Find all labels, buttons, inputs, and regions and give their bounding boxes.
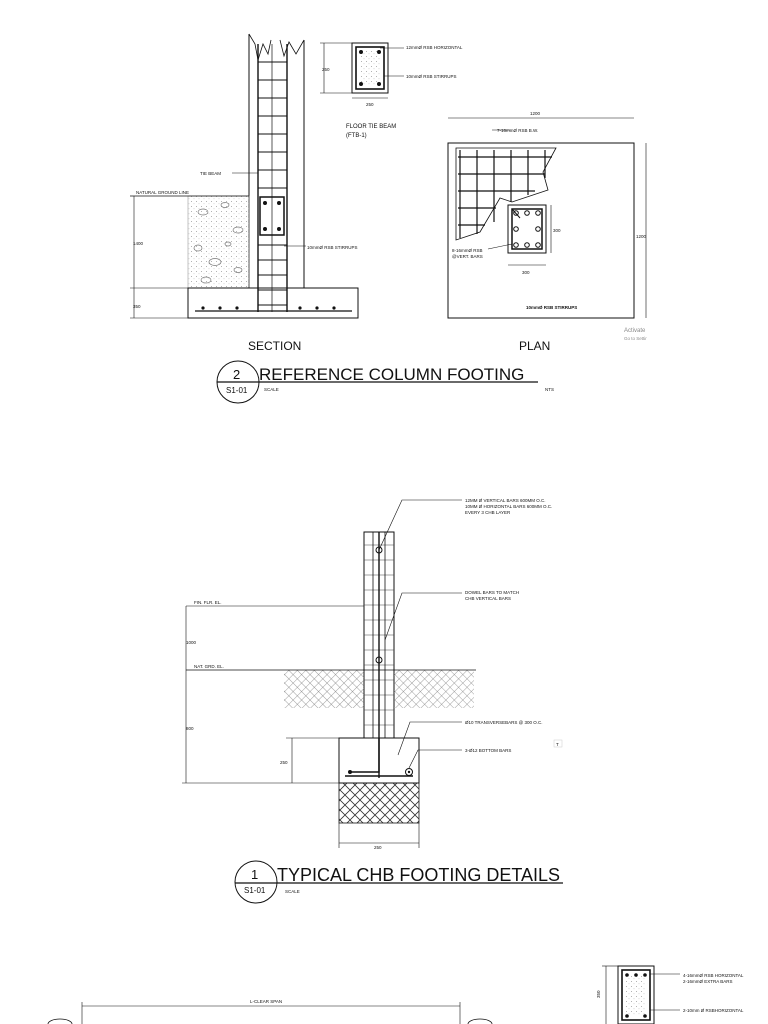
dim-250: 250 bbox=[280, 760, 288, 765]
natural-ground-label: NATURAL GROUND LINE bbox=[136, 190, 190, 195]
detail-1-note-line1: 12MM Ø VERTICAL BARS 600MM O.C. bbox=[465, 498, 546, 503]
detail-1-drawing bbox=[182, 500, 562, 848]
beam-dim-width: 250 bbox=[366, 102, 374, 107]
fin-flr-label: FIN. FLR. EL. bbox=[194, 600, 222, 605]
section-label: SECTION bbox=[248, 339, 302, 353]
detail-1-note-line2: 10MM Ø HORIZONTAL BARS 600MM O.C. bbox=[465, 504, 553, 509]
dim-800: 800 bbox=[186, 726, 194, 731]
floor-tie-beam-detail bbox=[320, 43, 404, 98]
dowel-note-line2: CHB VERTICAL BARS bbox=[465, 596, 512, 601]
plan-col-dim-h: 300 bbox=[553, 228, 561, 233]
bottom-bars-note: 3-Ø12 BOTTOM BARS bbox=[465, 748, 512, 753]
watermark-line2: Go to Settir bbox=[624, 336, 647, 341]
beam-title-line1: FLOOR TIE BEAM bbox=[346, 124, 397, 130]
detail-1-note-line3: EVERY 3 CHB LAYER bbox=[465, 510, 511, 515]
detail-2-scale-label: SCALE bbox=[264, 387, 279, 392]
beam-horizontal-note: 12mmØ RSB HORIZONTAL bbox=[406, 45, 463, 50]
dim-1000: 1000 bbox=[186, 640, 197, 645]
tie-beam-label: TIE BEAM bbox=[200, 171, 222, 176]
detail-1-sheet-ref: S1-01 bbox=[244, 886, 266, 895]
beam-stirrups-note: 10mmØ RSB STIRRUPS bbox=[406, 74, 457, 79]
plan-col-dim-w: 300 bbox=[522, 270, 530, 275]
transverse-note: Ø10 TRANSVERSEBARS @ 300 O.C. bbox=[465, 720, 543, 725]
detail-3-note-line1: 4-16mmØ RSB HORIZONTAL bbox=[683, 973, 744, 978]
beam-dim-height: 250 bbox=[322, 67, 330, 72]
dim-width: 250 bbox=[374, 845, 382, 850]
detail-1-title: TYPICAL CHB FOOTING DETAILS bbox=[277, 865, 561, 885]
detail-3-note-line3: 2-10mm Ø RSBHORIZONTAL bbox=[683, 1008, 744, 1013]
plan-stirrups-label: 10mmØ RSB STIRRUPS bbox=[526, 305, 578, 310]
detail-2-scale-value: NTS bbox=[545, 387, 554, 392]
detail-1-scale-label: SCALE bbox=[285, 889, 300, 894]
plan-dim-right: 1200 bbox=[636, 234, 647, 239]
beam-title-line2: (FTB-1) bbox=[346, 133, 367, 139]
detail-2-plan-drawing bbox=[448, 118, 646, 318]
plan-vert-note-line2: @VERT. BARS bbox=[452, 254, 483, 259]
detail-3-note-line2: 2-16mmØ EXTRA BARS bbox=[683, 979, 733, 984]
plan-vert-note-line1: 8-16mmØ RSB bbox=[452, 248, 483, 253]
watermark-line1: Activate bbox=[624, 328, 646, 334]
clear-span-label: L-CLEAR SPAN bbox=[250, 999, 283, 1004]
plan-bars-note: 7-16mmØ RSB B.W. bbox=[497, 128, 539, 133]
plan-label: PLAN bbox=[519, 339, 551, 353]
plan-dim-top: 1200 bbox=[530, 111, 541, 116]
stirrups-label: 10mmØ RSB STIRRUPS bbox=[307, 245, 358, 250]
detail-2-number: 2 bbox=[233, 367, 241, 382]
marker-t: T bbox=[556, 742, 559, 747]
detail-2-title: REFERENCE COLUMN FOOTING bbox=[259, 365, 525, 384]
detail-3-drawing bbox=[48, 966, 680, 1024]
detail-1-number: 1 bbox=[251, 867, 259, 882]
dowel-note-line1: DOWEL BARS TO MATCH bbox=[465, 590, 520, 595]
dim-base: 350 bbox=[133, 304, 141, 309]
dim-depth: 1400 bbox=[133, 241, 144, 246]
nat-grd-label: NAT. GRD. EL. bbox=[194, 664, 224, 669]
detail-3-dim-height: 350 bbox=[596, 990, 601, 998]
detail-2-sheet-ref: S1-01 bbox=[226, 386, 248, 395]
